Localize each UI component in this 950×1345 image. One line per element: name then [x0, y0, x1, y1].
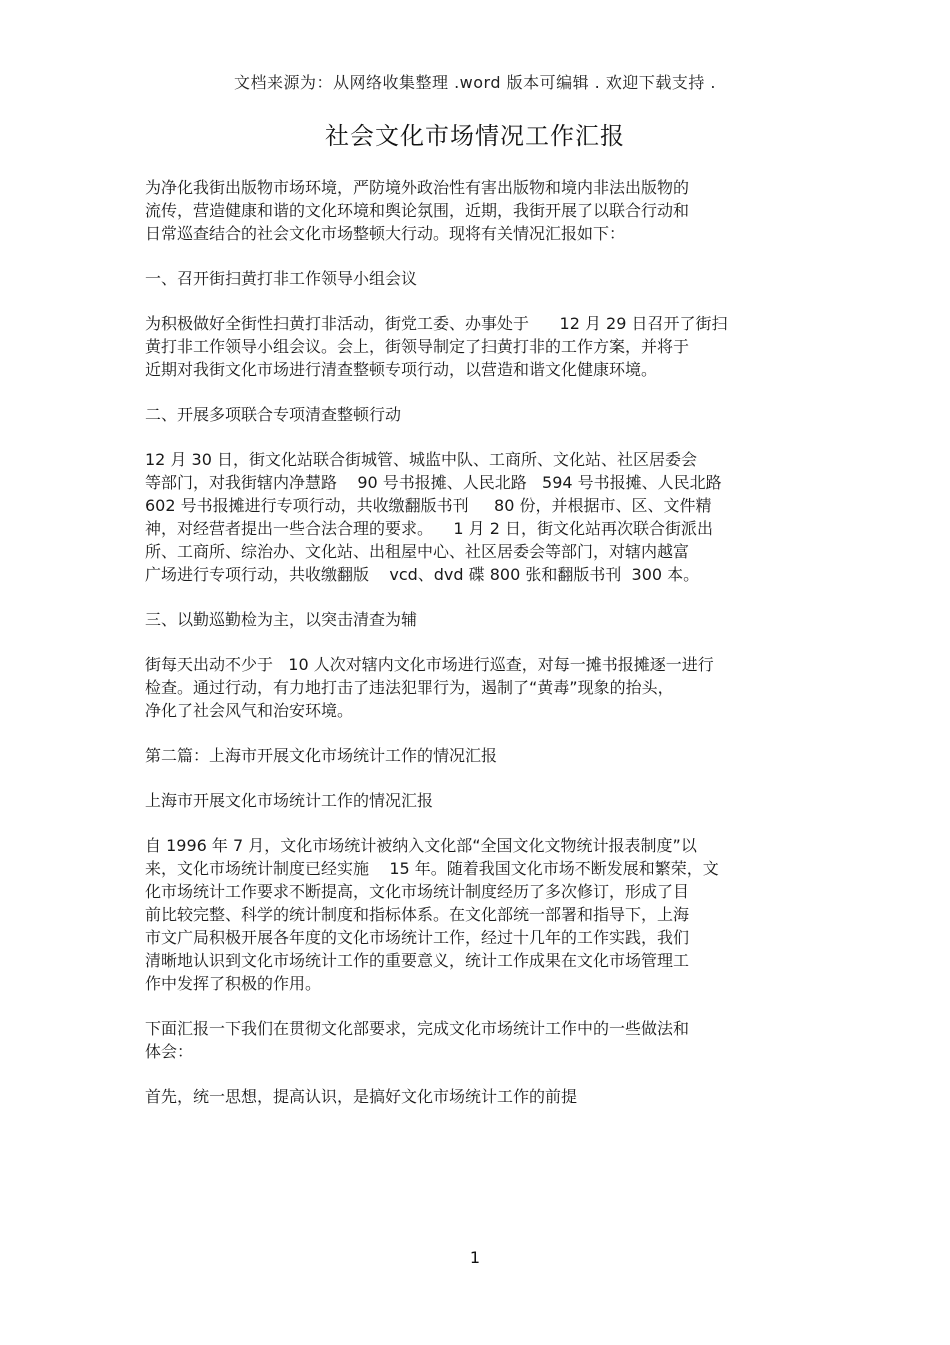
text-line: 街每天出动不少于 10 人次对辖内文化市场进行巡查，对每一摊书报摊逐一进行	[145, 655, 714, 674]
text-line: 化市场统计工作要求不断提高，文化市场统计制度经历了多次修订，形成了目	[145, 882, 690, 901]
text-line: 为积极做好全街性扫黄打非活动，街党工委、办事处于 12 月 29 日召开了街扫	[145, 314, 728, 333]
document-title: 社会文化市场情况工作汇报	[325, 122, 625, 150]
text-line: 清晰地认识到文化市场统计工作的重要意义，统计工作成果在文化市场管理工	[145, 951, 690, 970]
text-line: 近期对我街文化市场进行清查整顿专项行动，以营造和谐文化健康环境。	[145, 360, 658, 379]
section-heading-2: 二、开展多项联合专项清查整顿行动	[145, 405, 402, 424]
text-line: 净化了社会风气和治安环境。	[145, 701, 354, 720]
text-line: 所、工商所、综治办、文化站、出租屋中心、社区居委会等部门，对辖内越富	[145, 542, 690, 561]
section-heading-3: 三、以勤巡勤检为主，以突击清查为辅	[145, 610, 418, 629]
intro-paragraph	[145, 176, 795, 245]
page-number: 1	[469, 1248, 481, 1267]
text-line: 市文广局积极开展各年度的文化市场统计工作，经过十几年的工作实践，我们	[145, 928, 690, 947]
text-line: 黄打非工作领导小组会议。会上，街领导制定了扫黄打非的工作方案，并将于	[145, 337, 690, 356]
text-line: 作中发挥了积极的作用。	[145, 974, 322, 993]
section-heading-1: 一、召开街扫黄打非工作领导小组会议	[145, 269, 418, 288]
source-note: 文档来源为：从网络收集整理 .word 版本可编辑 . 欢迎下载支持 .	[233, 73, 717, 92]
text-line: 神，对经营者提出一些合法合理的要求。 1 月 2 日，街文化站再次联合街派出	[145, 519, 713, 538]
section-3-paragraph	[145, 653, 795, 722]
text-line: 检查。通过行动，有力地打击了违法犯罪行为，遏制了“黄毒”现象的抬头，	[145, 678, 674, 697]
statistics-history-paragraph	[145, 834, 795, 995]
section-2-paragraph	[145, 448, 795, 586]
text-line: 12 月 30 日，街文化站联合街城管、城监中队、工商所、文化站、社区居委会	[145, 450, 697, 469]
text-line: 广场进行专项行动，共收缴翻版 vcd、dvd 碟 800 张和翻版书刊 300 本。	[145, 565, 700, 584]
part-two-heading: 第二篇：上海市开展文化市场统计工作的情况汇报	[145, 746, 498, 765]
text-line: 自 1996 年 7 月，文化市场统计被纳入文化部“全国文化文物统计报表制度”以	[145, 836, 697, 855]
text-line: 来，文化市场统计制度已经实施 15 年。随着我国文化市场不断发展和繁荣，文	[145, 859, 719, 878]
first-point-heading: 首先，统一思想，提高认识，是搞好文化市场统计工作的前提	[145, 1087, 578, 1106]
report-subtitle: 上海市开展文化市场统计工作的情况汇报	[145, 791, 434, 810]
text-line: 下面汇报一下我们在贯彻文化部要求，完成文化市场统计工作中的一些做法和	[145, 1019, 690, 1038]
text-line: 等部门，对我街辖内净慧路 90 号书报摊、人民北路 594 号书报摊、人民北路	[145, 473, 722, 492]
text-line: 前比较完整、科学的统计制度和指标体系。在文化部统一部署和指导下，上海	[145, 905, 690, 924]
summary-intro-paragraph	[145, 1017, 795, 1063]
text-line: 流传，营造健康和谐的文化环境和舆论氛围，近期，我街开展了以联合行动和	[145, 201, 690, 220]
text-line: 为净化我街出版物市场环境，严防境外政治性有害出版物和境内非法出版物的	[145, 178, 690, 197]
text-line: 602 号书报摊进行专项行动，共收缴翻版书刊 80 份，并根据市、区、文件精	[145, 496, 712, 515]
text-line: 体会：	[145, 1042, 194, 1061]
text-line: 日常巡查结合的社会文化市场整顿大行动。现将有关情况汇报如下：	[145, 224, 626, 243]
document-body	[145, 176, 795, 1130]
section-1-paragraph	[145, 312, 795, 381]
